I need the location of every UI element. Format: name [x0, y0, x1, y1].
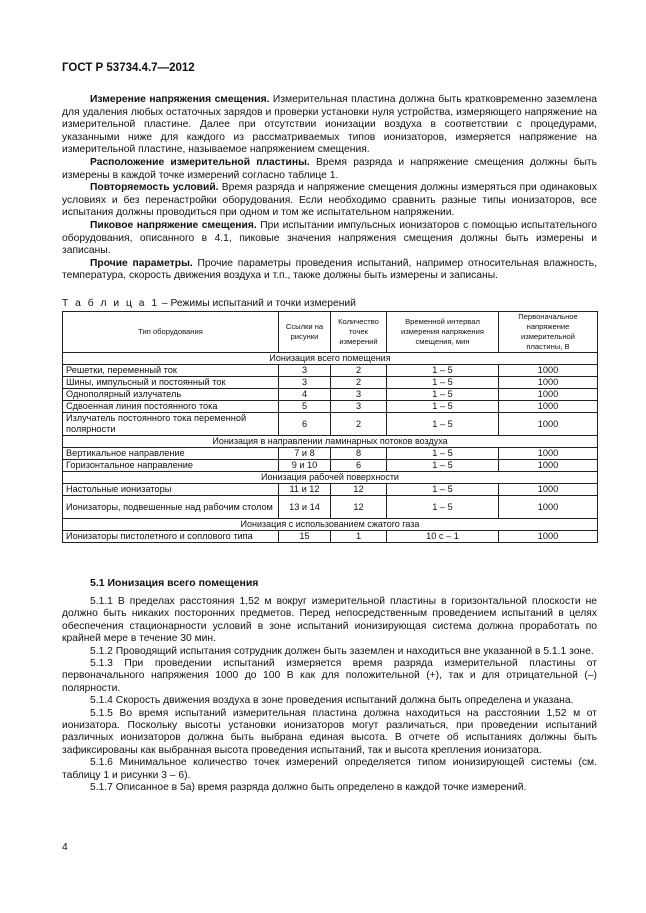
clause-5-1-3: 5.1.3 При проведении испытаний измеряется время разряда измерительной пластины от первоначального напряжения 1000 до 100 В как для положительной (+), так и для отрицательной (–) полярности. [62, 658, 597, 694]
table-row: Настольные ионизаторы 11 и 12 12 1 – 5 1000 [63, 484, 598, 496]
header-equipment-type: Тип оборудования [63, 312, 279, 353]
table-row: Сдвоенная линия постоянного тока 5 3 1 – 5 1000 [63, 401, 598, 413]
header-initial-voltage: Первоначальное напряжение измерительной пластины, В [499, 312, 598, 353]
paragraph-plate-location: Расположение измерительной пластины. Время разряда и напряжение смещения должны быть измерены в каждой точке измерений согласно таблице 1. [62, 156, 597, 181]
document-header: ГОСТ Р 53734.4.7—2012 [62, 62, 195, 74]
clause-5-1-4: 5.1.4 Скорость движения воздуха в зоне проведения испытаний должна быть определена и указана. [90, 695, 574, 707]
header-point-count: Количество точек измерений [331, 312, 387, 353]
table-section-title: Ионизация всего помещения [63, 353, 598, 365]
paragraph-other-params: Прочие параметры. Прочие параметры проведения испытаний, например относительная влажность, температура, скорость движения воздуха и т.п., также должны быть измерены и записаны. [62, 257, 597, 282]
table-row: Решетки, переменный ток 3 2 1 – 5 1000 [63, 365, 598, 377]
table-caption: Т а б л и ц а 1 – Режимы испытаний и точки измерений [62, 298, 356, 309]
paragraph-bias-voltage: Измерение напряжения смещения. Измерительная пластина должна быть кратковременно заземлена для удаления любых остаточных зарядов и проверки установки нуля устройства, измеряющего напряжение на измерительной пластине. Далее при отсутствии ионизации воздуха в соответствии с процедурами, указанными ниже для каждого из рассматриваемых типов ионизаторов, измеряется напряжение на измерительной пластине, называемое напряжением смещения. [62, 94, 597, 156]
table-row: Излучатель постоянного тока переменной полярности 6 2 1 – 5 1000 [63, 413, 598, 436]
table-row: Ионизаторы пистолетного и соплового типа 15 1 10 с – 1 1000 [63, 531, 598, 543]
table-header-row [63, 312, 598, 353]
paragraph-repeatability: Повторяемость условий. Время разряда и напряжение смещения должны измеряться при одинаковых условиях и без перенастройки оборудования. Если необходимо сравнить разные типы ионизаторов, все испытания должны проводиться при одном и том же испытательном напряжении. [62, 182, 597, 219]
header-time-interval: Временной интервал измерения напряжения смещения, мин [387, 312, 499, 353]
table-section-title: Ионизация с использованием сжатого газа [63, 519, 598, 531]
table-row: Горизонтальное направление 9 и 10 6 1 – 5 1000 [63, 460, 598, 472]
table-row: Однополярный излучатель 4 3 1 – 5 1000 [63, 389, 598, 401]
clause-5-1-2: 5.1.2 Проводящий испытания сотрудник должен быть заземлен и находиться вне указанной в 5.1.1 зоне. [90, 645, 594, 657]
section-5-1-text [62, 596, 597, 795]
paragraph-peak-voltage: Пиковое напряжение смещения. При испытании импульсных ионизаторов с помощью испытательного оборудования, описанного в 4.1, пиковые значения напряжения смещения должны быть измерены и записаны. [62, 219, 598, 257]
table-section-title: Ионизация рабочей поверхности [63, 472, 598, 484]
table-row: Ионизаторы, подвешенные над рабочим столом 13 и 14 12 1 – 5 1000 [63, 496, 598, 519]
page-number: 4 [62, 842, 68, 853]
intro-text [62, 94, 597, 283]
test-modes-table [62, 311, 598, 543]
clause-5-1-6: 5.1.6 Минимальное количество точек измерений определяется типом ионизирующей системы (см. таблицу 1 и рисунки 3 – 6). [62, 757, 597, 781]
section-heading-5-1: 5.1 Ионизация всего помещения [90, 577, 259, 589]
header-figure-refs: Ссылки на рисунки [279, 312, 331, 353]
table-row: Шины, импульсный и постоянный ток 3 2 1 – 5 1000 [63, 377, 598, 389]
table-row: Вертикальное направление 7 и 8 8 1 – 5 1000 [63, 448, 598, 460]
table-section-title: Ионизация в направлении ламинарных потоков воздуха [63, 436, 598, 448]
clause-5-1-5: 5.1.5 Во время испытаний измерительная пластина должна находиться на расстоянии 1,52 м от ионизатора. Поскольку высоты установки ионизаторов могут различаться, при проведении испытаний различных ионизаторов должна быть выбрана единая высота. В отчете об испытаниях должны быть зафиксированы как выбранная высота проведения испытаний, так и высота крепления ионизатора. [62, 707, 597, 756]
clause-5-1-7: 5.1.7 Описанное в 5а) время разряда должно быть определено в каждой точке измерений. [90, 782, 527, 794]
clause-5-1-1: 5.1.1 В пределах расстояния 1,52 м вокруг измерительной пластины в горизонтальной плоскости не должно быть никаких посторонних предметов. Перед непосредственным проведением испытаний в целях обеспечения стационарности условий в зоне испытаний ионизирующая система должна проработать по крайней мере в течение 30 мин. [62, 596, 597, 645]
